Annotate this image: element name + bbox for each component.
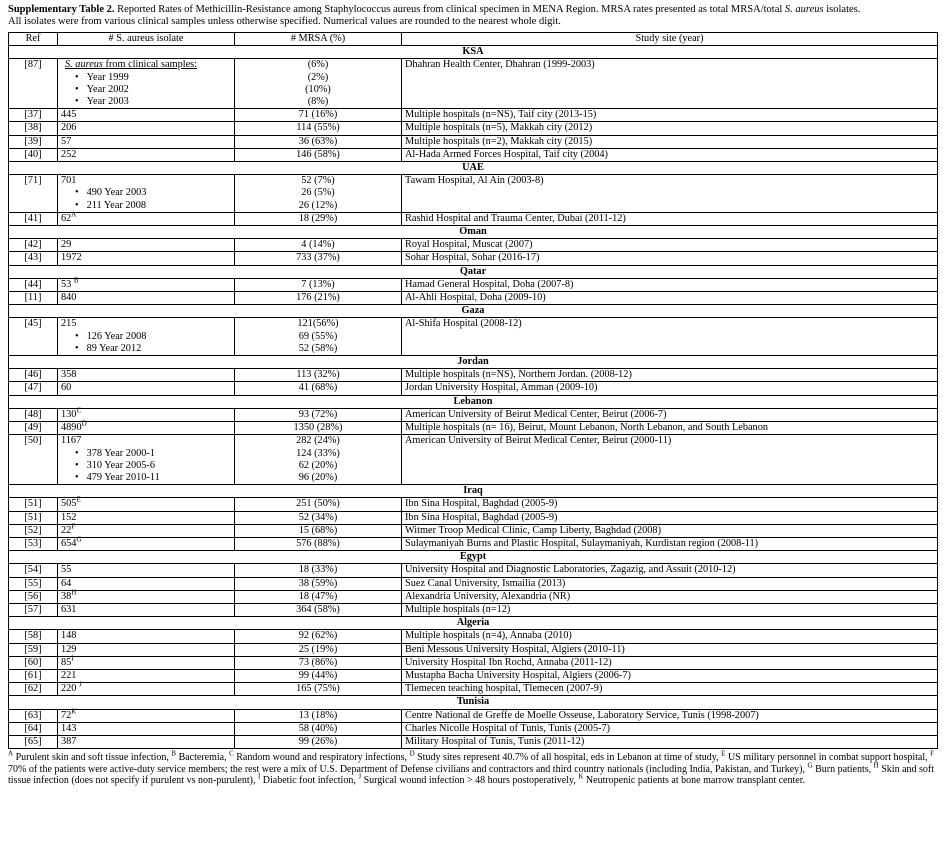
ref-cell: [38] — [9, 122, 58, 135]
isolate-cell — [58, 212, 235, 225]
isolate-cell: 129 — [58, 643, 235, 656]
site-cell: Charles Nicolle Hospital of Tunis, Tunis (2005-7) — [402, 722, 938, 735]
fn-text: 70% of the patients were active-duty service members; the rest were a mix of U.S. Department of Defense civilians and contractors and third country nationals (including India, Pakistan, and Turkey), — [8, 763, 808, 775]
isolate-cell: 358 — [58, 369, 235, 382]
footnote-marker: I — [71, 654, 74, 663]
ref-cell: [37] — [9, 109, 58, 122]
fn-text: Random wound and respiratory infections, — [233, 752, 410, 764]
ref-cell: [87] — [9, 59, 58, 109]
site-cell: Mustapha Bacha University Hospital, Algiers (2006-7) — [402, 669, 938, 682]
fn-marker: A — [8, 749, 14, 758]
table-row — [9, 577, 938, 590]
isolate-cell: 57 — [58, 135, 235, 148]
table-row — [9, 537, 938, 550]
isolate-cell — [58, 419, 235, 435]
mrsa-cell: 146 (58%) — [235, 148, 402, 161]
isolate-value: 38 — [61, 590, 72, 602]
mrsa-cell: 18 (29%) — [235, 212, 402, 225]
mrsa-cell: 41 (68%) — [235, 382, 402, 395]
mrsa-cell: 99 (26%) — [235, 735, 402, 748]
isolate-cell — [58, 278, 235, 291]
site-cell: Alexandria University, Alexandria (NR) — [402, 590, 938, 603]
isolate-cell — [58, 656, 235, 669]
mrsa-value: 52 (58%) — [298, 342, 338, 354]
header-ref: Ref — [9, 33, 58, 46]
table-row — [9, 643, 938, 656]
mrsa-cell: 58 (40%) — [235, 722, 402, 735]
table-row — [9, 669, 938, 682]
table-row — [9, 135, 938, 148]
country-row-oman: Oman — [9, 226, 938, 239]
isolate-heading — [61, 59, 231, 71]
fn-text: Purulent skin and soft tissue infection, — [13, 752, 172, 764]
isolate-sub: • 211 Year 2008 — [61, 200, 231, 212]
isolate-cell — [58, 709, 235, 722]
table-row — [9, 239, 938, 252]
site-cell: Al-Shifa Hospital (2008-12) — [402, 318, 938, 356]
mrsa-value: 26 (5%) — [301, 187, 335, 199]
site-cell: University Hospital and Diagnostic Laboratories, Zagazig, and Assuit (2010-12) — [402, 564, 938, 577]
table-row — [9, 656, 938, 669]
header-isolates: # S. aureus isolate — [58, 33, 235, 46]
site-cell: Ibn Sina Hospital, Baghdad (2005-9) — [402, 498, 938, 511]
isolate-sub: • Year 2003 — [61, 96, 231, 108]
table-row — [9, 212, 938, 225]
mrsa-cell: 176 (21%) — [235, 292, 402, 305]
mrsa-cell: 13 (18%) — [235, 709, 402, 722]
ref-cell: [55] — [9, 577, 58, 590]
isolate-cell — [58, 318, 235, 356]
isolate-cell: 29 — [58, 239, 235, 252]
table-header — [9, 33, 938, 46]
isolate-value: 53 — [61, 278, 72, 290]
isolate-cell: 840 — [58, 292, 235, 305]
site-cell: Centre National de Greffe de Moelle Osseuse, Laboratory Service, Tunis (1998-2007) — [402, 709, 938, 722]
mrsa-cell: 38 (59%) — [235, 577, 402, 590]
ref-cell: [48] — [9, 408, 58, 421]
isolate-value: 22 — [61, 524, 72, 536]
fn-text: Burn patients, — [812, 763, 874, 775]
fn-marker: K — [578, 772, 584, 781]
isolate-value: 654 — [61, 537, 77, 549]
fn-marker: H — [873, 761, 879, 770]
fn-marker: C — [229, 749, 234, 758]
site-cell: American University of Beirut Medical Center, Beirut (2000-11) — [402, 435, 938, 485]
table-row — [9, 590, 938, 603]
fn-marker: D — [409, 749, 415, 758]
isolate-total: 215 — [61, 318, 77, 330]
table-caption — [8, 4, 939, 28]
table-row — [9, 422, 938, 435]
mrsa-cell: 36 (63%) — [235, 135, 402, 148]
isolate-sub: • 479 Year 2010-11 — [61, 472, 231, 484]
isolate-total: 701 — [61, 175, 77, 187]
site-cell: University Hospital Ibn Rochd, Annaba (2011-12) — [402, 656, 938, 669]
mrsa-value: 124 (33%) — [296, 447, 340, 459]
table-row — [9, 148, 938, 161]
isolate-cell: 631 — [58, 603, 235, 616]
table-row — [9, 278, 938, 291]
isolate-sub: • 310 Year 2005-6 — [61, 460, 231, 472]
country-row-algeria: Algeria — [9, 617, 938, 630]
table-row — [9, 722, 938, 735]
site-cell: American University of Beirut Medical Center, Beirut (2006-7) — [402, 408, 938, 421]
country-row-lebanon: Lebanon — [9, 395, 938, 408]
footnote-marker: J — [79, 680, 82, 689]
table-footnotes — [8, 749, 937, 787]
fn-text: Neutropenic patients at bone marrow transplant center. — [583, 775, 805, 787]
table-row — [9, 603, 938, 616]
ref-cell: [40] — [9, 148, 58, 161]
table-row — [9, 630, 938, 643]
ref-cell: [63] — [9, 709, 58, 722]
isolate-value: 4890 — [61, 422, 82, 434]
mrsa-cell: 251 (50%) — [235, 498, 402, 511]
isolate-cell: 1972 — [58, 252, 235, 265]
table-row — [9, 382, 938, 395]
caption-label: Supplementary Table 2. — [8, 4, 115, 15]
site-cell: Multiple hospitals (n= 16), Beirut, Mount Lebanon, North Lebanon, and South Lebanon — [402, 422, 938, 435]
table-row — [9, 524, 938, 537]
site-cell: Rashid Hospital and Trauma Center, Dubai (2011-12) — [402, 212, 938, 225]
site-cell: Beni Messous University Hospital, Algiers (2010-11) — [402, 643, 938, 656]
mrsa-cell: 165 (75%) — [235, 683, 402, 696]
ref-cell: [58] — [9, 630, 58, 643]
mrsa-cell: 114 (55%) — [235, 122, 402, 135]
mrsa-cell: 99 (44%) — [235, 669, 402, 682]
isolate-cell — [58, 435, 235, 485]
fn-marker: F — [930, 749, 935, 758]
site-cell: Tlemecen teaching hospital, Tlemecen (2007-9) — [402, 683, 938, 696]
ref-cell: [45] — [9, 318, 58, 356]
site-cell: Multiple hospitals (n=12) — [402, 603, 938, 616]
ref-cell: [49] — [9, 422, 58, 435]
header-mrsa: # MRSA (%) — [235, 33, 402, 46]
mrsa-cell: 1350 (28%) — [235, 422, 402, 435]
isolate-cell — [58, 537, 235, 550]
mrsa-cell: 576 (88%) — [235, 537, 402, 550]
ref-cell: [59] — [9, 643, 58, 656]
fn-marker: I — [257, 772, 261, 781]
isolate-cell — [58, 495, 235, 511]
mrsa-value: 96 (20%) — [298, 471, 338, 483]
isolate-cell: 152 — [58, 511, 235, 524]
table-row — [9, 318, 938, 356]
ref-cell: [52] — [9, 524, 58, 537]
site-cell: Witmer Troop Medical Clinic, Camp Liberty, Baghdad (2008) — [402, 524, 938, 537]
isolate-sub: • Year 1999 — [61, 72, 231, 84]
caption-line2: All isolates were from various clinical samples unless otherwise specified. Numerical values are rounded to the nearest whole digit. — [8, 16, 561, 27]
footnote-marker: C — [76, 406, 82, 415]
site-cell: Multiple hospitals (n=NS), Northern Jordan. (2008-12) — [402, 369, 938, 382]
site-cell: Al-Hada Armed Forces Hospital, Taif city (2004) — [402, 148, 938, 161]
site-cell: Ibn Sina Hospital, Baghdad (2005-9) — [402, 511, 938, 524]
ref-cell: [44] — [9, 278, 58, 291]
footnote-marker: A — [71, 210, 77, 219]
isolate-species: S. aureus — [65, 59, 103, 71]
isolate-value: 62 — [61, 212, 72, 224]
isolate-heading-rest: from clinical samples: — [102, 59, 198, 71]
isolate-total: 1167 — [61, 435, 82, 447]
ref-cell: [51] — [9, 498, 58, 511]
country-row-tunisia: Tunisia — [9, 696, 938, 709]
isolate-cell: 387 — [58, 735, 235, 748]
ref-cell: [62] — [9, 683, 58, 696]
ref-cell: [71] — [9, 175, 58, 213]
mrsa-cell: 364 (58%) — [235, 603, 402, 616]
mrsa-value: 282 (24%) — [296, 435, 340, 447]
header-site: Study site (year) — [402, 33, 938, 46]
table-row — [9, 292, 938, 305]
ref-cell: [39] — [9, 135, 58, 148]
mrsa-cell: 92 (62%) — [235, 630, 402, 643]
footnote-marker: K — [71, 707, 77, 716]
caption-text-a: Reported Rates of Methicillin-Resistance among Staphylococcus aureus from clinical specimen in MENA Region. MRSA rates presented as total MRSA/total — [114, 4, 785, 15]
isolate-sub: • 378 Year 2000-1 — [61, 448, 231, 460]
country-row-ksa: KSA — [9, 46, 938, 59]
site-cell: Sohar Hospital, Sohar (2016-17) — [402, 252, 938, 265]
fn-marker: E — [721, 749, 726, 758]
mrsa-value: 52 (7%) — [301, 175, 335, 187]
mrsa-cell — [235, 59, 402, 109]
ref-cell: [43] — [9, 252, 58, 265]
ref-cell: [11] — [9, 292, 58, 305]
isolate-cell: 206 — [58, 122, 235, 135]
isolate-cell: 445 — [58, 109, 235, 122]
ref-cell: [57] — [9, 603, 58, 616]
ref-cell: [56] — [9, 590, 58, 603]
footnote-marker: D — [81, 419, 87, 428]
mrsa-cell: 733 (37%) — [235, 252, 402, 265]
isolate-cell — [58, 590, 235, 603]
isolate-sub: • 89 Year 2012 — [61, 343, 231, 355]
mrsa-cell: 18 (33%) — [235, 564, 402, 577]
footnote-marker: B — [73, 276, 79, 285]
site-cell: Multiple hospitals (n=5), Makkah city (2012) — [402, 122, 938, 135]
isolate-value: 72 — [61, 709, 72, 721]
site-cell: Military Hospital of Tunis, Tunis (2011-12) — [402, 735, 938, 748]
isolate-value: 505 — [61, 498, 77, 510]
mrsa-cell: 18 (47%) — [235, 590, 402, 603]
site-cell: Hamad General Hospital, Doha (2007-8) — [402, 278, 938, 291]
table-row — [9, 435, 938, 485]
fn-text: US military personnel in combat support hospital, — [725, 752, 931, 764]
mrsa-cell — [235, 318, 402, 356]
mrsa-cell: 52 (34%) — [235, 511, 402, 524]
mrsa-cell: 93 (72%) — [235, 408, 402, 421]
isolate-cell — [58, 524, 235, 537]
fn-marker: G — [807, 761, 813, 770]
table-row — [9, 735, 938, 748]
mrsa-value: (10%) — [305, 83, 331, 95]
site-cell: Sulaymaniyah Burns and Plastic Hospital, Sulaymaniyah, Kurdistan region (2008-11) — [402, 537, 938, 550]
ref-cell: [61] — [9, 669, 58, 682]
table-row — [9, 709, 938, 722]
isolate-value: 85 — [61, 656, 72, 668]
ref-cell: [65] — [9, 735, 58, 748]
isolate-cell: 143 — [58, 722, 235, 735]
isolate-sub: • 490 Year 2003 — [61, 187, 231, 199]
mrsa-cell: 113 (32%) — [235, 369, 402, 382]
mrsa-cell — [235, 435, 402, 485]
table-row — [9, 683, 938, 696]
mrsa-cell: 7 (13%) — [235, 278, 402, 291]
site-cell: Suez Canal University, Ismailia (2013) — [402, 577, 938, 590]
isolate-cell: 60 — [58, 382, 235, 395]
ref-cell: [51] — [9, 511, 58, 524]
site-cell: Multiple hospitals (n=NS), Taif city (2013-15) — [402, 109, 938, 122]
caption-text-b: isolates. — [823, 4, 861, 15]
isolate-sub: • 126 Year 2008 — [61, 331, 231, 343]
mrsa-cell: 15 (68%) — [235, 524, 402, 537]
caption-species: S. aureus — [784, 4, 824, 15]
isolate-cell — [58, 175, 235, 213]
mrsa-value: 69 (55%) — [298, 330, 338, 342]
mrsa-value: 62 (20%) — [298, 459, 338, 471]
isolate-cell: 55 — [58, 564, 235, 577]
mrsa-table — [8, 32, 938, 749]
table-row — [9, 59, 938, 109]
site-cell: Multiple hospitals (n=4), Annaba (2010) — [402, 630, 938, 643]
footnote-marker: F — [71, 522, 76, 531]
fn-text: Diabetic foot infection, — [260, 775, 359, 787]
isolate-cell: 64 — [58, 577, 235, 590]
ref-cell: [54] — [9, 564, 58, 577]
ref-cell: [42] — [9, 239, 58, 252]
mrsa-value: 121(56%) — [297, 318, 339, 330]
ref-cell: [53] — [9, 537, 58, 550]
table-row — [9, 252, 938, 265]
table-row — [9, 175, 938, 213]
ref-cell: [41] — [9, 212, 58, 225]
mrsa-cell: 25 (19%) — [235, 643, 402, 656]
ref-cell: [47] — [9, 382, 58, 395]
isolate-cell: 148 — [58, 630, 235, 643]
isolate-value: 220 — [61, 683, 77, 695]
mrsa-value: (8%) — [307, 96, 329, 108]
table-row — [9, 369, 938, 382]
table-row — [9, 511, 938, 524]
ref-cell: [50] — [9, 435, 58, 485]
table-row — [9, 109, 938, 122]
fn-marker: J — [358, 772, 362, 781]
country-row-jordan: Jordan — [9, 356, 938, 369]
isolate-cell — [58, 59, 235, 109]
fn-marker: B — [171, 749, 177, 758]
isolate-cell — [58, 680, 235, 696]
mrsa-value: (6%) — [307, 59, 329, 71]
mrsa-value: 26 (12%) — [298, 199, 338, 211]
site-cell: Dhahran Health Center, Dhahran (1999-2003) — [402, 59, 938, 109]
site-cell: Jordan University Hospital, Amman (2009-10) — [402, 382, 938, 395]
footnote-marker: H — [71, 588, 77, 597]
ref-cell: [60] — [9, 656, 58, 669]
table-row — [9, 498, 938, 511]
fn-text: Skin and soft tissue infection (does not specify if purulent vs non-purulent), — [8, 763, 935, 787]
mrsa-cell: 71 (16%) — [235, 109, 402, 122]
ref-cell: [64] — [9, 722, 58, 735]
isolate-cell: 221 — [58, 669, 235, 682]
isolate-cell: 252 — [58, 148, 235, 161]
ref-cell: [46] — [9, 369, 58, 382]
country-row-uae: UAE — [9, 162, 938, 175]
footnote-marker: G — [76, 535, 82, 544]
table-row — [9, 408, 938, 421]
table-row — [9, 564, 938, 577]
site-cell: Tawam Hospital, Al Ain (2003-8) — [402, 175, 938, 213]
site-cell: Royal Hospital, Muscat (2007) — [402, 239, 938, 252]
fn-text: Study sites represent 40.7% of all hospital, eds in Lebanon at time of study, — [414, 752, 722, 764]
site-cell: Al-Ahli Hospital, Doha (2009-10) — [402, 292, 938, 305]
fn-text: Surgical wound infection > 48 hours postoperatively, — [361, 775, 579, 787]
isolate-value: 130 — [61, 408, 77, 420]
site-cell: Multiple hospitals (n=2), Makkah city (2015) — [402, 135, 938, 148]
mrsa-cell: 73 (86%) — [235, 656, 402, 669]
mrsa-cell — [235, 175, 402, 213]
country-row-egypt: Egypt — [9, 551, 938, 564]
country-row-qatar: Qatar — [9, 265, 938, 278]
table-row — [9, 122, 938, 135]
mrsa-value: (2%) — [307, 71, 329, 83]
mrsa-cell: 4 (14%) — [235, 239, 402, 252]
country-row-gaza: Gaza — [9, 305, 938, 318]
country-row-iraq: Iraq — [9, 485, 938, 498]
isolate-sub: • Year 2002 — [61, 84, 231, 96]
footnote-marker: E — [76, 495, 81, 504]
fn-text: Bacteremia, — [176, 752, 230, 764]
